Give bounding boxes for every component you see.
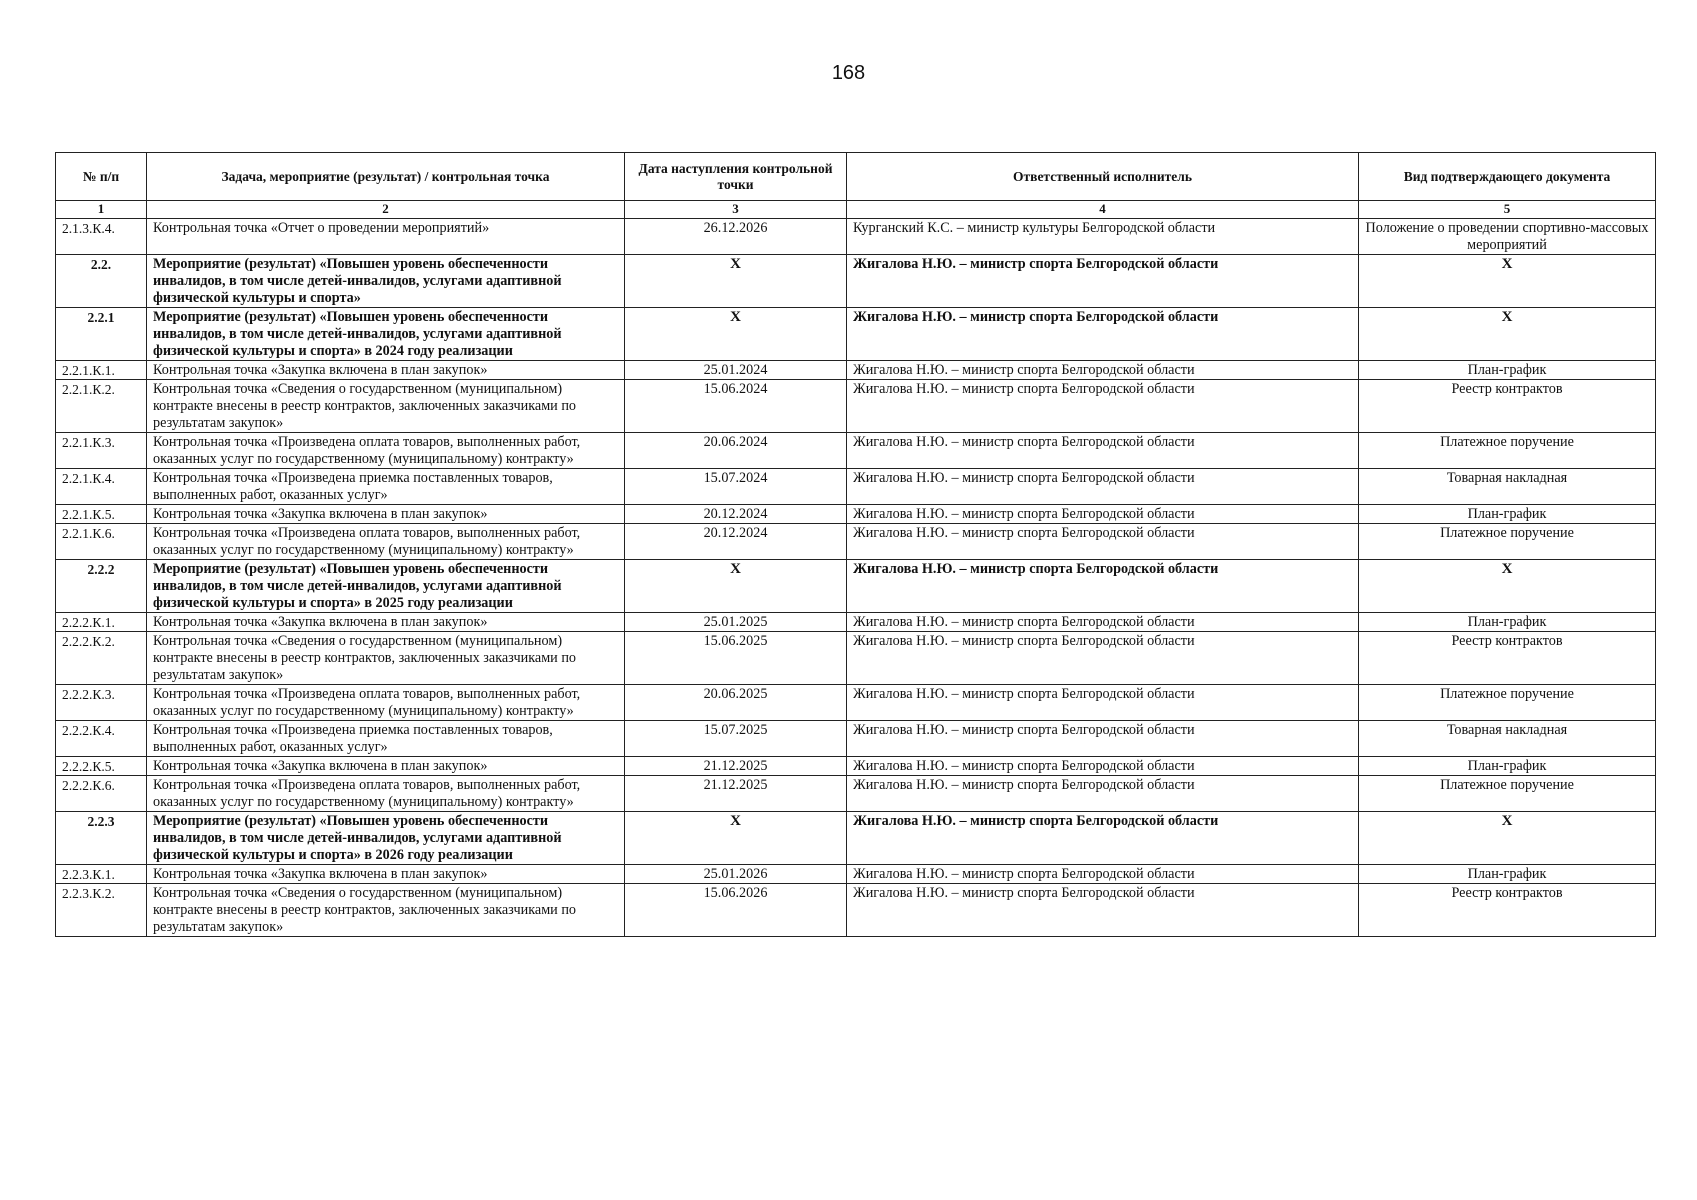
row-number: 2.2.1.К.4. (56, 469, 147, 505)
column-number: 2 (147, 201, 625, 219)
row-task: Контрольная точка «Закупка включена в план закупок» (147, 361, 625, 380)
row-document: X (1359, 255, 1656, 308)
page-number: 168 (831, 62, 866, 84)
row-number: 2.1.3.К.4. (56, 219, 147, 255)
row-document: Платежное поручение (1359, 776, 1656, 812)
table-row (56, 219, 1656, 255)
row-responsible: Жигалова Н.Ю. – министр спорта Белгородской области (847, 721, 1359, 757)
row-number: 2.2.1.К.5. (56, 505, 147, 524)
column-number: 3 (625, 201, 847, 219)
row-number: 2.2.3 (56, 812, 147, 865)
row-number: 2.2.2.К.6. (56, 776, 147, 812)
row-task: Мероприятие (результат) «Повышен уровень обеспеченности инвалидов, в том числе детей-инвалидов, услугами адаптивной физической культуры и спорта» (147, 255, 625, 308)
row-document: X (1359, 308, 1656, 361)
table-body (56, 219, 1656, 937)
row-date: 21.12.2025 (625, 776, 847, 812)
row-document: Реестр контрактов (1359, 380, 1656, 433)
row-document: Реестр контрактов (1359, 884, 1656, 937)
table-row (56, 632, 1656, 685)
table-row (56, 812, 1656, 865)
row-responsible: Жигалова Н.Ю. – министр спорта Белгородской области (847, 757, 1359, 776)
row-date: 26.12.2026 (625, 219, 847, 255)
row-date: X (625, 812, 847, 865)
row-task: Контрольная точка «Произведена приемка поставленных товаров, выполненных работ, оказанных услуг» (147, 721, 625, 757)
row-date: 15.07.2025 (625, 721, 847, 757)
row-responsible: Курганский К.С. – министр культуры Белгородской области (847, 219, 1359, 255)
row-date: 20.06.2025 (625, 685, 847, 721)
row-responsible: Жигалова Н.Ю. – министр спорта Белгородской области (847, 884, 1359, 937)
row-document: X (1359, 560, 1656, 613)
row-document: Товарная накладная (1359, 469, 1656, 505)
table-row (56, 865, 1656, 884)
table-row (56, 884, 1656, 937)
row-date: 20.12.2024 (625, 505, 847, 524)
row-task: Контрольная точка «Сведения о государственном (муниципальном) контракте внесены в реестр контрактов, заключенных заказчиками по результатам закупок» (147, 380, 625, 433)
row-number: 2.2.2.К.5. (56, 757, 147, 776)
row-responsible: Жигалова Н.Ю. – министр спорта Белгородской области (847, 632, 1359, 685)
column-number: 4 (847, 201, 1359, 219)
row-date: 15.06.2026 (625, 884, 847, 937)
row-task: Контрольная точка «Произведена оплата товаров, выполненных работ, оказанных услуг по государственному (муниципальному) контракту» (147, 524, 625, 560)
table-row (56, 433, 1656, 469)
row-task: Контрольная точка «Отчет о проведении мероприятий» (147, 219, 625, 255)
header-number: № п/п (56, 153, 147, 201)
row-document: План-график (1359, 505, 1656, 524)
row-date: 20.06.2024 (625, 433, 847, 469)
table-row (56, 776, 1656, 812)
row-responsible: Жигалова Н.Ю. – министр спорта Белгородской области (847, 685, 1359, 721)
row-number: 2.2.1.К.2. (56, 380, 147, 433)
table-row (56, 505, 1656, 524)
row-document: Товарная накладная (1359, 721, 1656, 757)
row-document: План-график (1359, 361, 1656, 380)
row-responsible: Жигалова Н.Ю. – министр спорта Белгородской области (847, 524, 1359, 560)
row-task: Контрольная точка «Произведена оплата товаров, выполненных работ, оказанных услуг по государственному (муниципальному) контракту» (147, 685, 625, 721)
row-responsible: Жигалова Н.Ю. – министр спорта Белгородской области (847, 361, 1359, 380)
table-row (56, 308, 1656, 361)
table-row (56, 685, 1656, 721)
row-date: X (625, 560, 847, 613)
row-document: Платежное поручение (1359, 685, 1656, 721)
row-task: Контрольная точка «Сведения о государственном (муниципальном) контракте внесены в реестр контрактов, заключенных заказчиками по результатам закупок» (147, 884, 625, 937)
row-document: Реестр контрактов (1359, 632, 1656, 685)
row-responsible: Жигалова Н.Ю. – министр спорта Белгородской области (847, 776, 1359, 812)
table-row (56, 361, 1656, 380)
row-number: 2.2.1 (56, 308, 147, 361)
row-responsible: Жигалова Н.Ю. – министр спорта Белгородской области (847, 308, 1359, 361)
row-task: Контрольная точка «Закупка включена в план закупок» (147, 505, 625, 524)
header-task: Задача, мероприятие (результат) / контрольная точка (147, 153, 625, 201)
row-task: Контрольная точка «Произведена приемка поставленных товаров, выполненных работ, оказанных услуг» (147, 469, 625, 505)
row-number: 2.2.2.К.2. (56, 632, 147, 685)
row-number: 2.2. (56, 255, 147, 308)
row-number: 2.2.3.К.1. (56, 865, 147, 884)
header-date: Дата наступления контрольной точки (625, 153, 847, 201)
row-document: План-график (1359, 865, 1656, 884)
row-number: 2.2.1.К.1. (56, 361, 147, 380)
row-number: 2.2.2.К.3. (56, 685, 147, 721)
row-date: X (625, 308, 847, 361)
column-number: 5 (1359, 201, 1656, 219)
row-document: Платежное поручение (1359, 524, 1656, 560)
row-number: 2.2.1.К.3. (56, 433, 147, 469)
row-responsible: Жигалова Н.Ю. – министр спорта Белгородской области (847, 433, 1359, 469)
row-number: 2.2.3.К.2. (56, 884, 147, 937)
row-task: Контрольная точка «Произведена оплата товаров, выполненных работ, оказанных услуг по государственному (муниципальному) контракту» (147, 433, 625, 469)
row-document: Положение о проведении спортивно-массовых мероприятий (1359, 219, 1656, 255)
row-responsible: Жигалова Н.Ю. – министр спорта Белгородской области (847, 505, 1359, 524)
row-task: Контрольная точка «Закупка включена в план закупок» (147, 613, 625, 632)
row-date: 15.06.2024 (625, 380, 847, 433)
row-task: Контрольная точка «Закупка включена в план закупок» (147, 865, 625, 884)
header-document: Вид подтверждающего документа (1359, 153, 1656, 201)
row-task: Контрольная точка «Сведения о государственном (муниципальном) контракте внесены в реестр контрактов, заключенных заказчиками по результатам закупок» (147, 632, 625, 685)
row-date: 25.01.2025 (625, 613, 847, 632)
table-row (56, 757, 1656, 776)
row-responsible: Жигалова Н.Ю. – министр спорта Белгородской области (847, 255, 1359, 308)
row-date: 20.12.2024 (625, 524, 847, 560)
row-date: 21.12.2025 (625, 757, 847, 776)
row-task: Контрольная точка «Закупка включена в план закупок» (147, 757, 625, 776)
row-responsible: Жигалова Н.Ю. – министр спорта Белгородской области (847, 812, 1359, 865)
row-responsible: Жигалова Н.Ю. – министр спорта Белгородской области (847, 469, 1359, 505)
row-task: Контрольная точка «Произведена оплата товаров, выполненных работ, оказанных услуг по государственному (муниципальному) контракту» (147, 776, 625, 812)
row-task: Мероприятие (результат) «Повышен уровень обеспеченности инвалидов, в том числе детей-инвалидов, услугами адаптивной физической культуры и спорта» в 2026 году реализации (147, 812, 625, 865)
row-document: План-график (1359, 613, 1656, 632)
row-number: 2.2.1.К.6. (56, 524, 147, 560)
table-row (56, 560, 1656, 613)
row-number: 2.2.2.К.1. (56, 613, 147, 632)
header-responsible: Ответственный исполнитель (847, 153, 1359, 201)
row-task: Мероприятие (результат) «Повышен уровень обеспеченности инвалидов, в том числе детей-инвалидов, услугами адаптивной физической культуры и спорта» в 2024 году реализации (147, 308, 625, 361)
row-task: Мероприятие (результат) «Повышен уровень обеспеченности инвалидов, в том числе детей-инвалидов, услугами адаптивной физической культуры и спорта» в 2025 году реализации (147, 560, 625, 613)
row-date: 15.07.2024 (625, 469, 847, 505)
table-row (56, 380, 1656, 433)
row-responsible: Жигалова Н.Ю. – министр спорта Белгородской области (847, 560, 1359, 613)
row-responsible: Жигалова Н.Ю. – министр спорта Белгородской области (847, 613, 1359, 632)
row-responsible: Жигалова Н.Ю. – министр спорта Белгородской области (847, 865, 1359, 884)
row-document: X (1359, 812, 1656, 865)
row-document: План-график (1359, 757, 1656, 776)
row-responsible: Жигалова Н.Ю. – министр спорта Белгородской области (847, 380, 1359, 433)
row-date: 15.06.2025 (625, 632, 847, 685)
column-number-row (56, 201, 1656, 219)
table-row (56, 721, 1656, 757)
table-row (56, 255, 1656, 308)
row-date: X (625, 255, 847, 308)
column-number: 1 (56, 201, 147, 219)
table-header-row (56, 153, 1656, 201)
control-points-table (55, 152, 1656, 937)
row-number: 2.2.2.К.4. (56, 721, 147, 757)
table-row (56, 613, 1656, 632)
table-row (56, 469, 1656, 505)
row-date: 25.01.2026 (625, 865, 847, 884)
row-document: Платежное поручение (1359, 433, 1656, 469)
row-number: 2.2.2 (56, 560, 147, 613)
row-date: 25.01.2024 (625, 361, 847, 380)
table-row (56, 524, 1656, 560)
